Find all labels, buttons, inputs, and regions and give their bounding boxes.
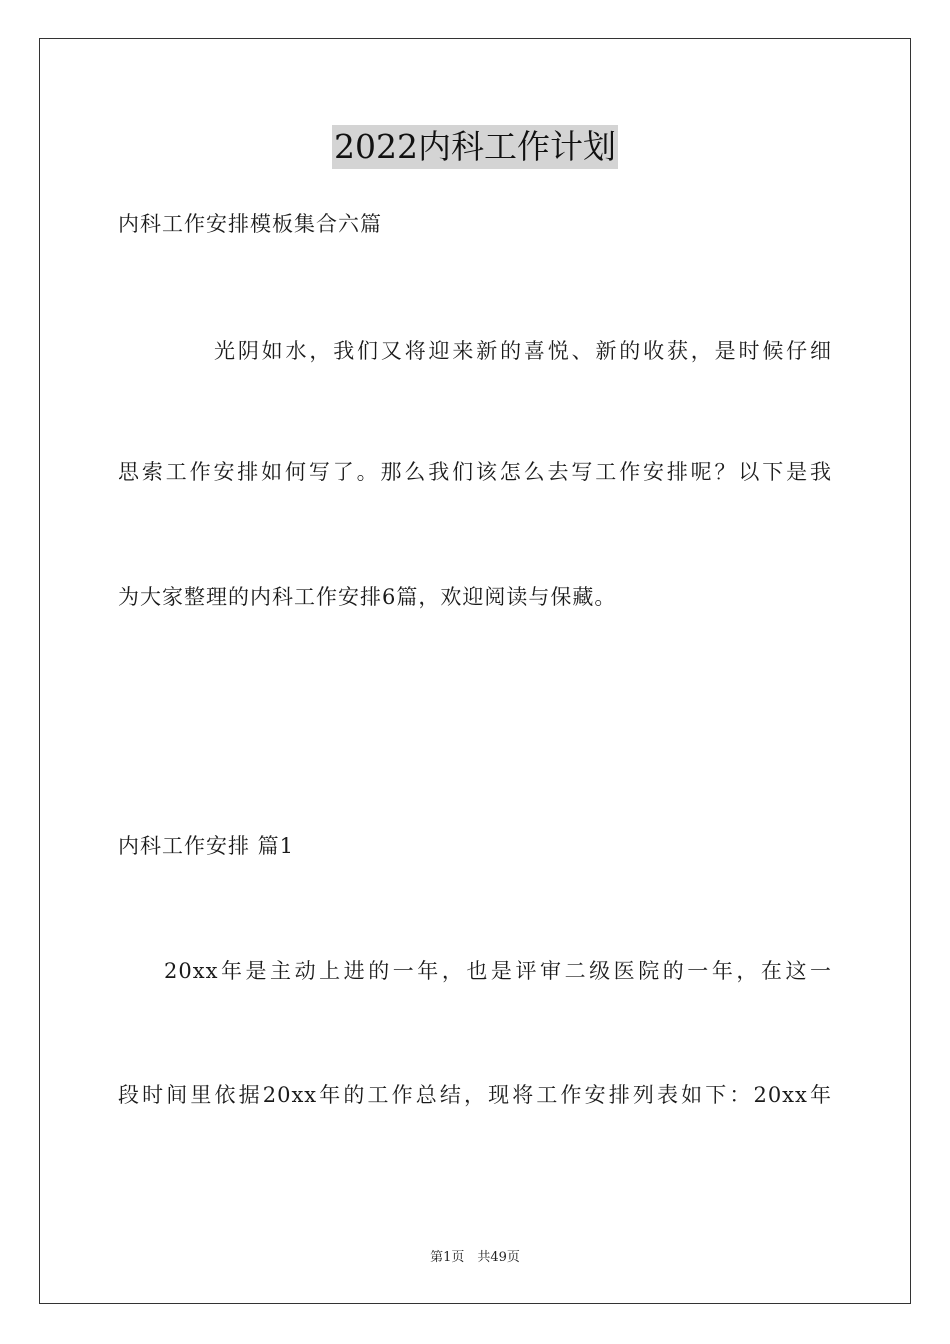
section-paragraph-line-2: 段时间里依据20xx年的工作总结，现将工作安排列表如下：20xx年 xyxy=(118,1083,832,1107)
title-container xyxy=(0,125,950,169)
document-title: 2022内科工作计划 xyxy=(332,125,618,169)
section-heading: 内科工作安排 篇1 xyxy=(118,834,295,858)
intro-paragraph-line-1: 光阴如水，我们又将迎来新的喜悦、新的收获，是时候仔细 xyxy=(214,339,832,363)
intro-paragraph-line-2: 思索工作安排如何写了。那么我们该怎么去写工作安排呢？以下是我 xyxy=(118,460,832,484)
section-paragraph-line-1: 20xx年是主动上进的一年，也是评审二级医院的一年，在这一 xyxy=(164,959,832,983)
document-subtitle: 内科工作安排模板集合六篇 xyxy=(118,212,382,236)
page-number-footer: 第1页 共49页 xyxy=(430,1250,520,1265)
intro-paragraph-line-3: 为大家整理的内科工作安排6篇，欢迎阅读与保藏。 xyxy=(118,585,617,609)
